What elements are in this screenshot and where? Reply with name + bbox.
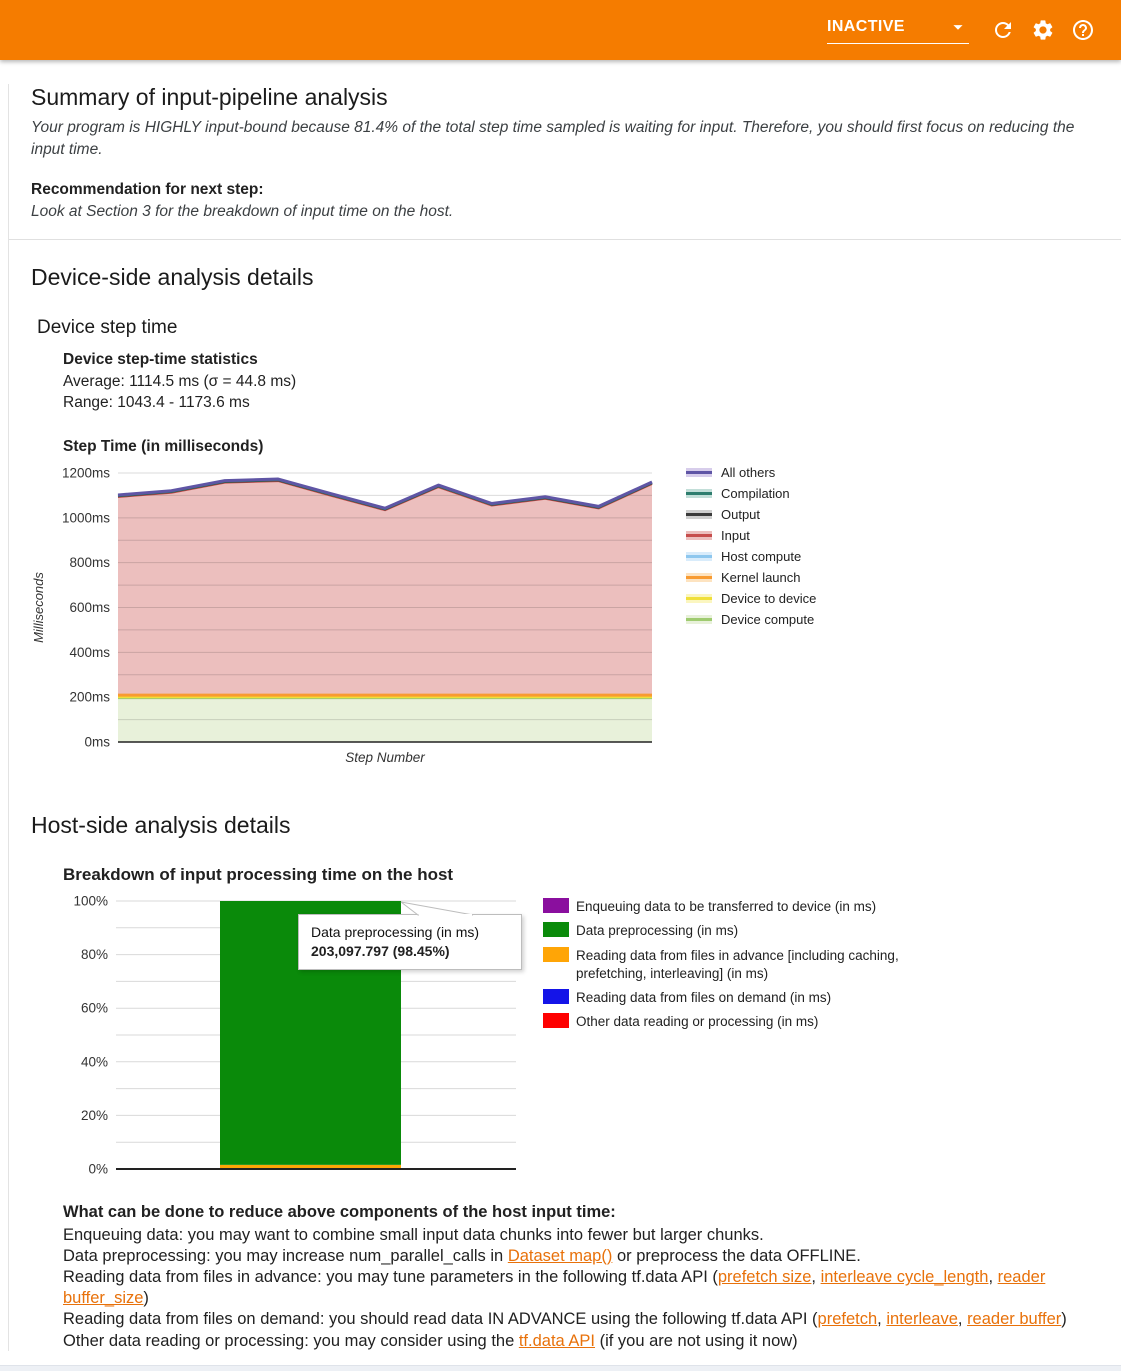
help-button[interactable] [1063,10,1103,50]
chart-tooltip [298,914,522,970]
tip-text: or preprocess the data OFFLINE. [612,1246,861,1265]
legend-item [686,546,816,567]
host-chart-legend [543,898,971,1037]
summary-body: Your program is HIGHLY input-bound because 81.4% of the total step time sampled is waiting for input. Therefore, you should first focus on reducing the input time. [31,119,1075,158]
legend-item [686,588,816,609]
refresh-icon [991,18,1015,42]
run-status-value: INACTIVE [827,18,905,35]
tip-text: Enqueuing data: you may want to combine small input data chunks into fewer but larger chunks. [63,1225,764,1244]
refresh-button[interactable] [983,10,1023,50]
svg-text:200ms: 200ms [69,689,110,705]
legend-swatch [686,510,712,519]
legend-swatch [543,989,569,1004]
svg-text:600ms: 600ms [69,600,110,616]
legend-swatch [686,552,712,561]
legend-label: Reading data from files on demand (in ms) [576,989,832,1005]
legend-item [686,462,816,483]
summary-title: Summary of input-pipeline analysis [31,84,388,110]
legend-item [543,1013,971,1031]
legend-item [543,898,971,916]
tip-text: , [957,1310,968,1329]
host-section-title: Host-side analysis details [31,812,291,839]
svg-text:100%: 100% [73,893,108,909]
legend-label: Kernel launch [721,570,801,586]
tip-link[interactable]: interleave cycle_length [820,1268,989,1287]
legend-label: Compilation [721,486,790,502]
device-stats-title: Device step-time statistics [63,351,258,368]
legend-swatch [686,468,712,477]
svg-text:Step Number: Step Number [345,750,425,766]
legend-swatch [686,594,712,603]
svg-text:40%: 40% [80,1054,108,1070]
tip-line [63,1225,1095,1245]
caret-down-icon [947,16,969,38]
legend-item [543,947,971,983]
svg-text:20%: 20% [80,1107,108,1123]
legend-item [543,922,971,940]
device-step-time-subtitle: Device step time [37,317,178,338]
device-chart-legend [686,462,816,630]
device-stats-range: Range: 1043.4 - 1173.6 ms [63,394,250,412]
device-step-time-chart-area [31,460,1121,772]
svg-text:800ms: 800ms [69,555,110,571]
legend-label: Input [721,528,750,544]
tip-link[interactable]: prefetch size [717,1268,812,1287]
legend-label: Reading data from files in advance [including caching, prefetching, interleaving] (in ms) [576,947,899,981]
settings-button[interactable] [1023,10,1063,50]
tooltip-series-name: Data preprocessing (in ms) [311,924,480,941]
svg-text:1200ms: 1200ms [61,465,110,481]
legend-label: Data preprocessing (in ms) [576,923,739,939]
legend-item [543,989,971,1007]
legend-swatch [686,489,712,498]
legend-label: Output [721,507,761,523]
tip-text: ) [1061,1310,1067,1329]
tip-link[interactable]: prefetch [817,1310,878,1329]
run-status-dropdown[interactable] [827,16,969,44]
tips-list [63,1225,1095,1352]
device-section-title: Device-side analysis details [31,264,314,290]
bottom-divider [0,1365,1121,1371]
tip-link[interactable]: reader buffer_size [63,1268,1046,1307]
recommendation-body: Look at Section 3 for the breakdown of input time on the host. [31,203,454,220]
step-time-chart-title: Step Time (in milliseconds) [63,438,264,456]
legend-item [686,483,816,504]
svg-text:0ms: 0ms [84,734,110,750]
tip-line [63,1309,1095,1329]
svg-text:80%: 80% [80,947,108,963]
host-breakdown-chart-area [71,893,1121,1198]
tip-line [63,1331,1095,1351]
tip-text: Reading data from files on demand: you should read data IN ADVANCE using the following tf.data API ( [63,1310,818,1329]
legend-label: Device to device [721,591,817,607]
tips-heading: What can be done to reduce above components of the host input time: [63,1203,616,1222]
legend-label: Device compute [721,612,815,628]
tip-text: Data preprocessing: you may increase num_parallel_calls in [63,1246,508,1265]
legend-label: All others [721,465,776,481]
app-toolbar [0,0,1121,60]
tip-link[interactable]: tf.data API [518,1331,595,1350]
help-icon [1071,18,1095,42]
tip-text: , [877,1310,887,1329]
tip-text: , [988,1268,998,1287]
device-step-time-chart [31,460,671,772]
svg-text:0%: 0% [88,1161,108,1177]
host-tips [63,1202,1095,1351]
section-divider [9,239,1121,240]
svg-text:Milliseconds: Milliseconds [31,572,46,643]
gear-icon [1031,18,1055,42]
tip-link[interactable]: Dataset map() [507,1246,613,1265]
tip-line [63,1267,1095,1308]
tip-text: Other data reading or processing: you may consider using the [63,1331,519,1350]
device-stats-average: Average: 1114.5 ms (σ = 44.8 ms) [63,372,297,390]
legend-swatch [543,922,569,937]
svg-text:60%: 60% [80,1000,108,1016]
legend-swatch [686,531,712,540]
tip-line [63,1246,1095,1266]
legend-label: Other data reading or processing (in ms) [576,1014,819,1030]
tip-link[interactable]: interleave [886,1310,958,1329]
legend-swatch [543,898,569,913]
legend-item [686,504,816,525]
legend-label: Host compute [721,549,802,565]
host-chart-title: Breakdown of input processing time on the host [63,865,454,885]
svg-text:400ms: 400ms [69,644,110,660]
legend-item [686,609,816,630]
tip-text: (if you are not using it now) [594,1331,798,1350]
tip-text: , [811,1268,821,1287]
tip-link[interactable]: reader buffer [967,1310,1062,1329]
legend-swatch [686,573,712,582]
svg-text:1000ms: 1000ms [61,510,110,526]
legend-swatch [543,1013,569,1028]
legend-item [686,525,816,546]
tooltip-value: 203,097.797 (98.45%) [311,943,450,960]
legend-swatch [686,615,712,624]
tip-text: ) [143,1288,149,1307]
tip-text: Reading data from files in advance: you may tune parameters in the following tf.data API ( [63,1268,718,1287]
legend-item [686,567,816,588]
legend-label: Enqueuing data to be transferred to device (in ms) [576,899,877,915]
legend-swatch [543,947,569,962]
recommendation-label: Recommendation for next step: [31,181,264,198]
